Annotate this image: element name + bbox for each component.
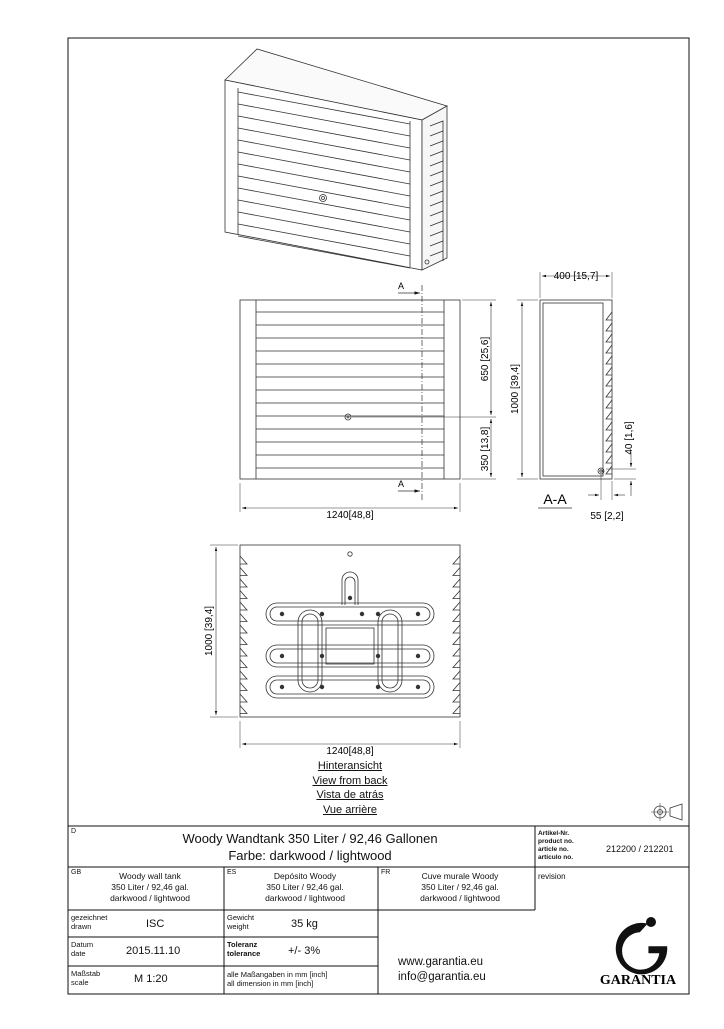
- drawn-label: gezeichnet drawn: [71, 913, 108, 931]
- website-link[interactable]: www.garantia.eu: [398, 956, 484, 968]
- mounting-screw-icon: [280, 654, 284, 658]
- section-label: A-A: [543, 491, 567, 507]
- tolerance-label: Toleranz tolerance: [227, 940, 261, 958]
- section-height-dimension: 1000 [39,4]: [510, 363, 521, 415]
- email-link[interactable]: info@garantia.eu: [398, 971, 486, 983]
- mounting-screw-icon: [416, 654, 420, 658]
- caption-de: Hinteransicht: [317, 760, 383, 772]
- projection-symbol-icon: [651, 803, 682, 821]
- mounting-screw-icon: [320, 654, 324, 658]
- drawn-value: ISC: [146, 918, 165, 930]
- gb-code: GB: [71, 869, 82, 876]
- section-depth-dimension: 400 [15,7]: [553, 271, 599, 282]
- weight-value: 35 kg: [291, 918, 318, 930]
- fr-code: FR: [381, 869, 391, 876]
- upper-height-dimension: 650 [25,6]: [480, 336, 491, 382]
- mounting-screw-icon: [320, 685, 324, 689]
- mounting-screw-icon: [376, 612, 380, 616]
- brand-name: GARANTIA: [599, 973, 677, 988]
- units-note: alle Maßangaben in mm [inch] all dimension in mm [inch]: [227, 970, 328, 988]
- gb-description: Woody wall tank 350 Liter / 92,46 gal. darkwood / lightwood: [110, 871, 190, 903]
- outlet-height-dimension: 40 [1,6]: [624, 421, 635, 455]
- weight-label: Gewicht weight: [227, 913, 255, 931]
- caption-es: Vista de atrás: [316, 789, 384, 801]
- outlet-offset-dimension: 55 [2,2]: [590, 511, 624, 522]
- mounting-screw-icon: [280, 685, 284, 689]
- garantia-logo-icon: [616, 917, 667, 974]
- back-view: [210, 545, 460, 748]
- back-width-dimension: 1240[48,8]: [326, 746, 374, 757]
- mounting-screw-icon: [280, 612, 284, 616]
- lower-height-dimension: 350 [13,8]: [480, 426, 491, 472]
- isometric-view: [225, 49, 447, 270]
- mounting-screw-icon: [320, 612, 324, 616]
- mounting-screw-icon: [376, 685, 380, 689]
- section-marker-top: A: [398, 281, 405, 291]
- tolerance-value: +/- 3%: [288, 945, 321, 957]
- front-width-dimension: 1240[48,8]: [326, 510, 374, 521]
- front-view: [240, 285, 496, 512]
- zone-code-d: D: [71, 828, 77, 835]
- scale-label: Maßstab scale: [71, 969, 101, 987]
- article-label: Artikel-Nr. product no. article no. artículo no.: [538, 830, 574, 861]
- contact-info: [398, 955, 486, 985]
- es-description: Depósito Woody 350 Liter / 92,46 gal. darkwood / lightwood: [265, 871, 345, 903]
- section-marker-bottom: A: [398, 479, 405, 489]
- article-number: 212200 / 212201: [606, 844, 674, 854]
- title-line-2: Farbe: darkwood / lightwood: [228, 848, 392, 863]
- title-line-1: Woody Wandtank 350 Liter / 92,46 Gallonen: [182, 831, 438, 846]
- mounting-screw-icon: [360, 612, 364, 616]
- back-view-captions: [300, 759, 400, 817]
- scale-value: M 1:20: [134, 973, 168, 985]
- back-height-dimension: 1000 [39,4]: [204, 605, 215, 657]
- fr-description: Cuve murale Woody 350 Liter / 92,46 gal. darkwood / lightwood: [420, 871, 500, 903]
- mounting-screw-icon: [376, 654, 380, 658]
- mounting-screw-icon: [416, 685, 420, 689]
- caption-en: View from back: [312, 774, 388, 787]
- mounting-screw-icon: [416, 612, 420, 616]
- revision-label: revision: [538, 872, 566, 881]
- date-value: 2015.11.10: [126, 945, 181, 957]
- mounting-screw-icon: [348, 596, 352, 600]
- es-code: ES: [227, 869, 237, 876]
- caption-fr: Vue arrière: [322, 803, 377, 816]
- section-view: [517, 272, 636, 500]
- date-label: Datum date: [71, 940, 94, 958]
- drawing-title: [110, 830, 510, 864]
